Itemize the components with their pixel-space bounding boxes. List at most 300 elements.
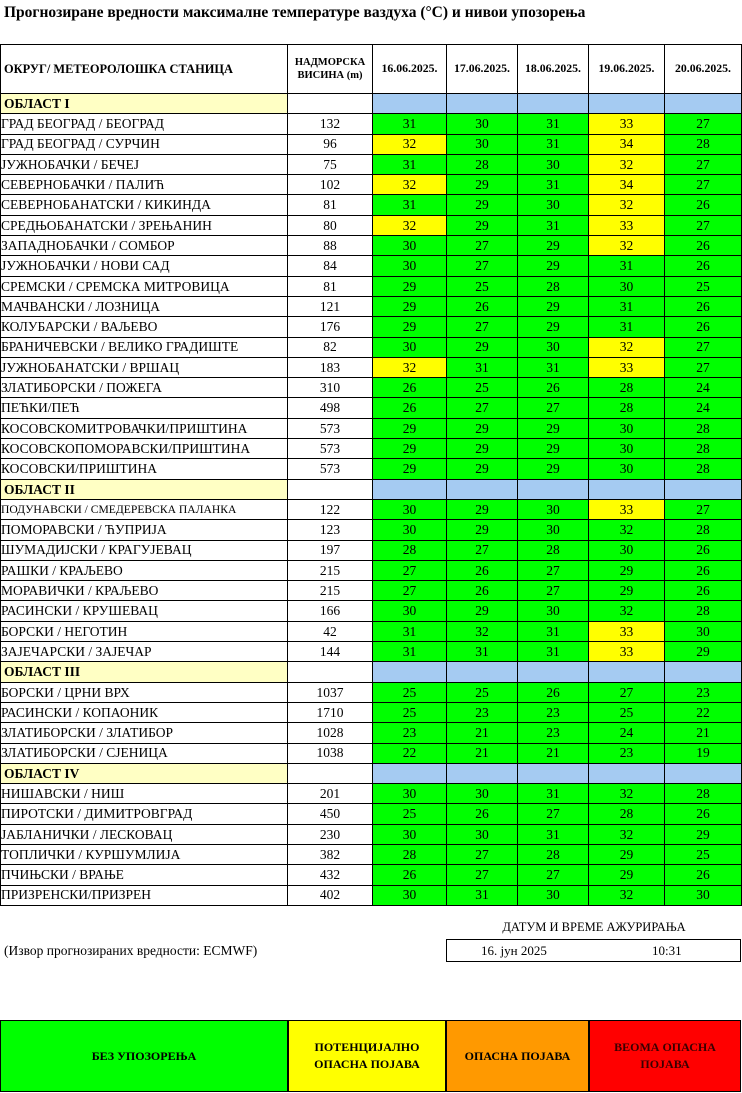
table-row — [1, 621, 742, 641]
temperature-cell: 29 — [447, 418, 518, 438]
temperature-cell: 30 — [373, 885, 447, 905]
table-row — [1, 723, 742, 743]
temperature-cell: 30 — [518, 885, 589, 905]
temperature-cell: 30 — [518, 154, 589, 174]
temperature-cell: 31 — [447, 357, 518, 377]
region-date-cell — [589, 662, 665, 682]
temperature-cell: 32 — [589, 154, 665, 174]
update-label: ДАТУМ И ВРЕМЕ АЖУРИРАЊА — [502, 920, 686, 934]
region-date-cell — [518, 94, 589, 114]
legend-potentially-dangerous — [288, 1020, 446, 1092]
temperature-cell: 33 — [589, 114, 665, 134]
temperature-cell: 28 — [518, 844, 589, 864]
temperature-cell: 25 — [665, 844, 742, 864]
station-altitude: 81 — [288, 195, 373, 215]
table-row — [1, 682, 742, 702]
temperature-cell: 31 — [447, 885, 518, 905]
temperature-cell: 30 — [518, 601, 589, 621]
update-date: 16. јун 2025 — [481, 943, 547, 958]
temperature-cell: 29 — [518, 296, 589, 316]
temperature-cell: 29 — [589, 844, 665, 864]
temperature-cell: 26 — [665, 317, 742, 337]
region-name: ОБЛАСТ IV — [1, 763, 288, 783]
region-date-cell — [589, 94, 665, 114]
region-date-cell — [373, 94, 447, 114]
table-row — [1, 824, 742, 844]
station-name: МОРАВИЧКИ / КРАЉЕВО — [1, 581, 288, 601]
table-row — [1, 844, 742, 864]
temperature-cell: 31 — [518, 621, 589, 641]
region-date-cell — [447, 479, 518, 499]
table-row — [1, 642, 742, 662]
temperature-cell: 27 — [518, 865, 589, 885]
temperature-cell: 27 — [589, 682, 665, 702]
temperature-cell: 27 — [447, 256, 518, 276]
temperature-cell: 30 — [373, 784, 447, 804]
temperature-cell: 33 — [589, 499, 665, 519]
temperature-cell: 28 — [589, 378, 665, 398]
station-name: НИШАВСКИ / НИШ — [1, 784, 288, 804]
region-date-cell — [589, 479, 665, 499]
station-altitude: 1710 — [288, 702, 373, 722]
station-name: ЗАПАДНОБАЧКИ / СОМБОР — [1, 236, 288, 256]
station-altitude: 81 — [288, 276, 373, 296]
temperature-cell: 25 — [447, 682, 518, 702]
temperature-cell: 22 — [373, 743, 447, 763]
legend-yellow-line1: ПОТЕНЦИЈАЛНО — [314, 1040, 420, 1055]
region-altitude-blank — [288, 763, 373, 783]
temperature-cell: 26 — [665, 865, 742, 885]
temperature-cell: 32 — [589, 824, 665, 844]
temperature-cell: 29 — [518, 418, 589, 438]
station-altitude: 310 — [288, 378, 373, 398]
temperature-cell: 31 — [589, 317, 665, 337]
temperature-cell: 28 — [665, 459, 742, 479]
temperature-cell: 33 — [589, 642, 665, 662]
station-name: ПИРОТСКИ / ДИМИТРОВГРАД — [1, 804, 288, 824]
temperature-cell: 31 — [373, 114, 447, 134]
station-altitude: 144 — [288, 642, 373, 662]
table-row — [1, 195, 742, 215]
temperature-cell: 27 — [447, 236, 518, 256]
temperature-cell: 23 — [373, 723, 447, 743]
legend-very-dangerous — [589, 1020, 741, 1092]
temperature-cell: 29 — [373, 418, 447, 438]
temperature-cell: 30 — [373, 499, 447, 519]
temperature-cell: 22 — [665, 702, 742, 722]
temperature-cell: 29 — [518, 439, 589, 459]
temperature-cell: 26 — [665, 540, 742, 560]
region-date-cell — [373, 662, 447, 682]
temperature-cell: 27 — [373, 560, 447, 580]
temperature-cell: 29 — [518, 317, 589, 337]
temperature-cell: 31 — [518, 215, 589, 235]
temperature-cell: 28 — [665, 134, 742, 154]
temperature-cell: 29 — [589, 560, 665, 580]
station-altitude: 88 — [288, 236, 373, 256]
header-altitude — [288, 45, 373, 94]
legend-red-line2: ПОЈАВА — [640, 1057, 690, 1071]
region-date-cell — [589, 763, 665, 783]
temperature-cell: 30 — [589, 459, 665, 479]
temperature-cell: 29 — [447, 459, 518, 479]
station-altitude: 201 — [288, 784, 373, 804]
temperature-cell: 32 — [589, 885, 665, 905]
station-name: ПЧИЊСКИ / ВРАЊЕ — [1, 865, 288, 885]
temperature-cell: 29 — [373, 439, 447, 459]
temperature-cell: 26 — [665, 256, 742, 276]
table-row — [1, 276, 742, 296]
table-row — [1, 134, 742, 154]
station-altitude: 123 — [288, 520, 373, 540]
region-date-cell — [518, 763, 589, 783]
region-altitude-blank — [288, 479, 373, 499]
temperature-cell: 28 — [373, 540, 447, 560]
temperature-cell: 26 — [447, 296, 518, 316]
station-name: ЗАЈЕЧАРСКИ / ЗАЈЕЧАР — [1, 642, 288, 662]
station-name: СЕВЕРНОБАНАТСКИ / КИКИНДА — [1, 195, 288, 215]
station-name: РАСИНСКИ / КРУШЕВАЦ — [1, 601, 288, 621]
station-altitude: 450 — [288, 804, 373, 824]
station-name: ГРАД БЕОГРАД / СУРЧИН — [1, 134, 288, 154]
header-date-2: 17.06.2025. — [447, 45, 518, 94]
region-date-cell — [518, 479, 589, 499]
table-row — [1, 865, 742, 885]
table-row — [1, 702, 742, 722]
table-row — [1, 804, 742, 824]
temperature-cell: 27 — [447, 540, 518, 560]
station-altitude: 82 — [288, 337, 373, 357]
table-row — [1, 439, 742, 459]
temperature-cell: 25 — [373, 804, 447, 824]
temperature-cell: 29 — [447, 215, 518, 235]
temperature-cell: 32 — [589, 601, 665, 621]
page-title: Прогнозиране вредности максималне температуре ваздуха (°C) и нивои упозорења — [4, 4, 586, 21]
table-row — [1, 154, 742, 174]
temperature-cell: 29 — [447, 601, 518, 621]
temperature-cell: 30 — [447, 784, 518, 804]
temperature-cell: 32 — [373, 215, 447, 235]
temperature-cell: 27 — [518, 398, 589, 418]
station-name: ЗЛАТИБОРСКИ / ПОЖЕГА — [1, 378, 288, 398]
temperature-cell: 27 — [665, 114, 742, 134]
temperature-cell: 29 — [589, 581, 665, 601]
station-name: КОСОВСКИ/ПРИШТИНА — [1, 459, 288, 479]
temperature-cell: 29 — [518, 459, 589, 479]
temperature-cell: 33 — [589, 215, 665, 235]
temperature-cell: 25 — [373, 682, 447, 702]
station-name: БОРСКИ / НЕГОТИН — [1, 621, 288, 641]
region-date-cell — [665, 479, 742, 499]
temperature-cell: 30 — [589, 439, 665, 459]
temperature-cell: 30 — [373, 601, 447, 621]
temperature-cell: 23 — [589, 743, 665, 763]
temperature-cell: 27 — [373, 581, 447, 601]
temperature-cell: 26 — [665, 804, 742, 824]
region-name: ОБЛАСТ II — [1, 479, 288, 499]
temperature-cell: 25 — [665, 276, 742, 296]
temperature-cell: 29 — [447, 195, 518, 215]
region-altitude-blank — [288, 94, 373, 114]
temperature-cell: 31 — [518, 114, 589, 134]
table-row — [1, 114, 742, 134]
temperature-cell: 30 — [447, 134, 518, 154]
station-name: ШУМАДИЈСКИ / КРАГУЈЕВАЦ — [1, 540, 288, 560]
temperature-cell: 28 — [665, 520, 742, 540]
station-altitude: 432 — [288, 865, 373, 885]
table-row — [1, 540, 742, 560]
temperature-cell: 21 — [447, 743, 518, 763]
temperature-cell: 31 — [589, 256, 665, 276]
station-altitude: 1028 — [288, 723, 373, 743]
station-name: ЈУЖНОБАЧКИ / БЕЧЕЈ — [1, 154, 288, 174]
table-row — [1, 175, 742, 195]
station-name: ЈАБЛАНИЧКИ / ЛЕСКОВАЦ — [1, 824, 288, 844]
temperature-cell: 29 — [373, 276, 447, 296]
temperature-cell: 31 — [518, 824, 589, 844]
temperature-cell: 31 — [447, 642, 518, 662]
data-source: (Извор прогнозираних вредности: ECMWF) — [4, 943, 258, 958]
temperature-cell: 26 — [447, 560, 518, 580]
temperature-cell: 31 — [518, 357, 589, 377]
station-altitude: 166 — [288, 601, 373, 621]
forecast-table — [0, 44, 742, 906]
temperature-cell: 33 — [589, 357, 665, 377]
temperature-cell: 29 — [447, 520, 518, 540]
region-date-cell — [665, 94, 742, 114]
table-row — [1, 601, 742, 621]
station-altitude: 80 — [288, 215, 373, 235]
temperature-cell: 21 — [665, 723, 742, 743]
temperature-cell: 32 — [589, 236, 665, 256]
update-box — [446, 939, 741, 962]
temperature-cell: 26 — [665, 581, 742, 601]
temperature-cell: 23 — [518, 702, 589, 722]
station-name: ЗЛАТИБОРСКИ / СЈЕНИЦА — [1, 743, 288, 763]
table-row — [1, 418, 742, 438]
temperature-cell: 30 — [373, 256, 447, 276]
temperature-cell: 21 — [447, 723, 518, 743]
temperature-cell: 30 — [373, 236, 447, 256]
temperature-cell: 26 — [447, 581, 518, 601]
temperature-cell: 30 — [665, 885, 742, 905]
temperature-cell: 28 — [589, 804, 665, 824]
region-date-cell — [447, 662, 518, 682]
temperature-cell: 30 — [518, 337, 589, 357]
temperature-cell: 25 — [373, 702, 447, 722]
temperature-cell: 27 — [518, 581, 589, 601]
temperature-cell: 24 — [665, 378, 742, 398]
station-altitude: 197 — [288, 540, 373, 560]
station-altitude: 176 — [288, 317, 373, 337]
temperature-cell: 29 — [447, 499, 518, 519]
temperature-cell: 30 — [589, 418, 665, 438]
temperature-cell: 30 — [447, 114, 518, 134]
station-altitude: 573 — [288, 418, 373, 438]
legend-red-line1: ВЕОМА ОПАСНА — [614, 1040, 716, 1055]
temperature-cell: 27 — [665, 337, 742, 357]
station-name: СРЕМСКИ / СРЕМСКА МИТРОВИЦА — [1, 276, 288, 296]
temperature-cell: 27 — [447, 398, 518, 418]
temperature-cell: 26 — [373, 398, 447, 418]
temperature-cell: 29 — [665, 824, 742, 844]
temperature-cell: 27 — [665, 154, 742, 174]
temperature-cell: 32 — [373, 134, 447, 154]
temperature-cell: 23 — [518, 723, 589, 743]
station-name: ПОМОРАВСКИ / ЋУПРИЈА — [1, 520, 288, 540]
temperature-cell: 31 — [518, 642, 589, 662]
station-name: СЕВЕРНОБАЧКИ / ПАЛИЋ — [1, 175, 288, 195]
temperature-cell: 26 — [518, 378, 589, 398]
region-date-cell — [373, 479, 447, 499]
temperature-cell: 32 — [589, 784, 665, 804]
region-altitude-blank — [288, 662, 373, 682]
table-row — [1, 317, 742, 337]
region-name: ОБЛАСТ III — [1, 662, 288, 682]
station-altitude: 102 — [288, 175, 373, 195]
region-row — [1, 94, 742, 114]
temperature-cell: 29 — [447, 439, 518, 459]
temperature-cell: 23 — [447, 702, 518, 722]
station-altitude: 573 — [288, 439, 373, 459]
station-altitude: 573 — [288, 459, 373, 479]
table-row — [1, 296, 742, 316]
temperature-cell: 31 — [518, 134, 589, 154]
temperature-cell: 32 — [373, 175, 447, 195]
station-name: ЈУЖНОБАЧКИ / НОВИ САД — [1, 256, 288, 276]
station-name: БРАНИЧЕВСКИ / ВЕЛИКО ГРАДИШТЕ — [1, 337, 288, 357]
table-row — [1, 581, 742, 601]
header-altitude-line2: ВИСИНА (m) — [297, 70, 363, 81]
station-altitude: 42 — [288, 621, 373, 641]
temperature-cell: 30 — [589, 540, 665, 560]
temperature-cell: 25 — [589, 702, 665, 722]
table-row — [1, 215, 742, 235]
temperature-cell: 27 — [665, 499, 742, 519]
station-name: ГРАД БЕОГРАД / БЕОГРАД — [1, 114, 288, 134]
table-row — [1, 885, 742, 905]
temperature-cell: 30 — [665, 621, 742, 641]
table-row — [1, 337, 742, 357]
warning-legend — [0, 1020, 741, 1092]
temperature-cell: 27 — [665, 357, 742, 377]
station-name: ПЕЋКИ/ПЕЋ — [1, 398, 288, 418]
temperature-cell: 27 — [518, 560, 589, 580]
temperature-cell: 31 — [589, 296, 665, 316]
table-row — [1, 378, 742, 398]
temperature-cell: 28 — [518, 540, 589, 560]
temperature-cell: 29 — [665, 642, 742, 662]
station-altitude: 1037 — [288, 682, 373, 702]
temperature-cell: 28 — [447, 154, 518, 174]
temperature-cell: 30 — [589, 276, 665, 296]
station-name: РАШКИ / КРАЉЕВО — [1, 560, 288, 580]
temperature-cell: 26 — [373, 865, 447, 885]
temperature-cell: 28 — [665, 784, 742, 804]
station-name: БОРСКИ / ЦРНИ ВРХ — [1, 682, 288, 702]
temperature-cell: 29 — [518, 256, 589, 276]
table-row — [1, 520, 742, 540]
legend-yellow-line2: ОПАСНА ПОЈАВА — [314, 1057, 420, 1071]
table-header-row — [1, 45, 742, 94]
station-name: КОЛУБАРСКИ / ВАЉЕВО — [1, 317, 288, 337]
station-altitude: 84 — [288, 256, 373, 276]
temperature-cell: 30 — [518, 195, 589, 215]
station-altitude: 121 — [288, 296, 373, 316]
temperature-cell: 29 — [373, 296, 447, 316]
temperature-cell: 31 — [518, 784, 589, 804]
table-row — [1, 499, 742, 519]
temperature-cell: 26 — [447, 804, 518, 824]
station-altitude: 96 — [288, 134, 373, 154]
table-row — [1, 398, 742, 418]
temperature-cell: 31 — [373, 642, 447, 662]
station-name: ТОПЛИЧКИ / КУРШУМЛИЈА — [1, 844, 288, 864]
update-time: 10:31 — [652, 943, 682, 958]
station-name: КОСОВСКОМИТРОВАЧКИ/ПРИШТИНА — [1, 418, 288, 438]
temperature-cell: 33 — [589, 621, 665, 641]
temperature-cell: 32 — [447, 621, 518, 641]
temperature-cell: 25 — [447, 378, 518, 398]
station-altitude: 122 — [288, 499, 373, 519]
table-row — [1, 357, 742, 377]
region-name: ОБЛАСТ I — [1, 94, 288, 114]
temperature-cell: 31 — [373, 621, 447, 641]
legend-no-warning: БЕЗ УПОЗОРЕЊА — [0, 1020, 288, 1092]
region-date-cell — [447, 94, 518, 114]
region-row — [1, 763, 742, 783]
temperature-cell: 19 — [665, 743, 742, 763]
header-date-5: 20.06.2025. — [665, 45, 742, 94]
header-altitude-line1: НАДМОРСКА — [294, 56, 366, 68]
station-name: КОСОВСКОПОМОРАВСКИ/ПРИШТИНА — [1, 439, 288, 459]
temperature-cell: 31 — [373, 154, 447, 174]
temperature-cell: 29 — [447, 175, 518, 195]
temperature-cell: 28 — [518, 276, 589, 296]
temperature-cell: 27 — [447, 317, 518, 337]
temperature-cell: 30 — [373, 337, 447, 357]
region-date-cell — [665, 662, 742, 682]
temperature-cell: 26 — [665, 236, 742, 256]
temperature-cell: 34 — [589, 175, 665, 195]
temperature-cell: 30 — [518, 499, 589, 519]
station-name: РАСИНСКИ / КОПАОНИК — [1, 702, 288, 722]
temperature-cell: 28 — [589, 398, 665, 418]
region-date-cell — [518, 662, 589, 682]
table-row — [1, 236, 742, 256]
temperature-cell: 23 — [665, 682, 742, 702]
region-row — [1, 479, 742, 499]
temperature-cell: 27 — [518, 804, 589, 824]
station-altitude: 132 — [288, 114, 373, 134]
region-row — [1, 662, 742, 682]
station-altitude: 402 — [288, 885, 373, 905]
station-altitude: 215 — [288, 581, 373, 601]
temperature-cell: 28 — [665, 418, 742, 438]
table-row — [1, 459, 742, 479]
region-date-cell — [665, 763, 742, 783]
station-altitude: 230 — [288, 824, 373, 844]
table-row — [1, 256, 742, 276]
temperature-cell: 31 — [518, 175, 589, 195]
station-altitude: 1038 — [288, 743, 373, 763]
temperature-cell: 26 — [665, 195, 742, 215]
temperature-cell: 28 — [373, 844, 447, 864]
table-row — [1, 743, 742, 763]
table-row — [1, 784, 742, 804]
temperature-cell: 32 — [589, 195, 665, 215]
station-name: ПОДУНАВСКИ / СМЕДЕРЕВСКА ПАЛАНКА — [1, 499, 288, 519]
